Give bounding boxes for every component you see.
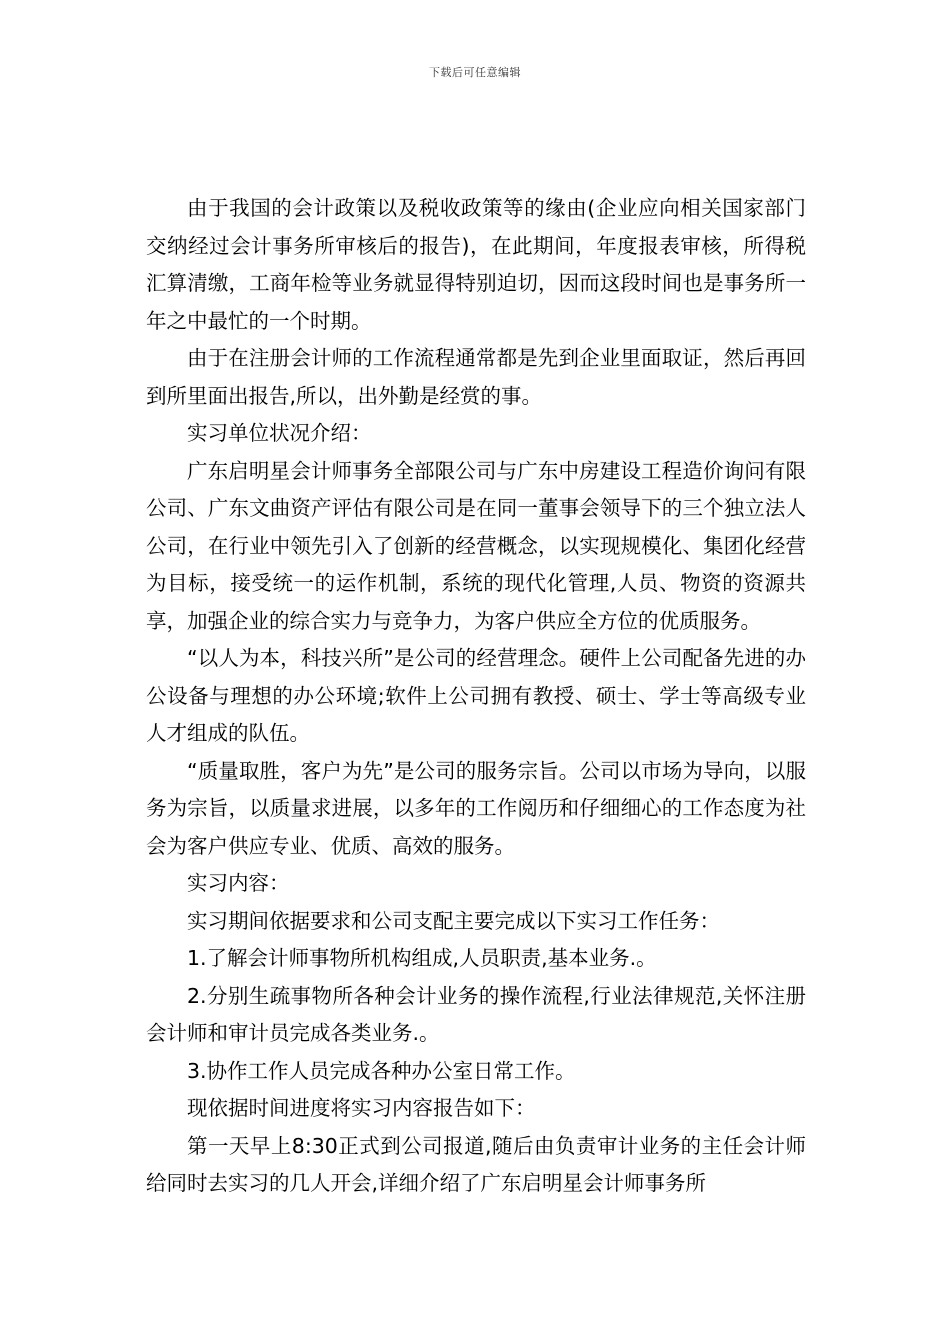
document-body [146,190,806,1203]
page-header: 下载后可任意编辑 [429,66,521,79]
task-item-1: 1.了解会计师事物所机构组成,人员职责,基本业务.。 [187,946,657,970]
paragraph-5: “质量取胜，客户为先”是公司的服务宗旨。公司以市场为导向，以服务为宗旨，以质量求进展，以多年的工作阅历和仔细细心的工作态度为社会为客户供应专业、优质、高效的服务。 [146,758,806,858]
paragraph-2: 由于在注册会计师的工作流程通常都是先到企业里面取证，然后再回到所里面出报告,所以，出外勤是经赏的事。 [146,346,806,408]
task-item-2: 2.分别生疏事物所各种会计业务的操作流程,行业法律规范,关怀注册会计师和审计员完成各类业务.。 [146,983,806,1045]
paragraph-6: 实习期间依据要求和公司支配主要完成以下实习工作任务： [187,908,720,933]
paragraph-3: 广东启明星会计师事务全部限公司与广东中房建设工程造价询问有限公司、广东文曲资产评估有限公司是在同一董事会领导下的三个独立法人公司，在行业中领先引入了创新的经营概念，以实现规模化、集团化经营为目标，接受统一的运作机制，系统的现代化管理,人员、物资的资源共享，加强企业的综合实力与竞争力，为客户供应全方位的优质服务。 [146,458,806,633]
paragraph-8: 第一天早上8:30正式到公司报道,随后由负责审计业务的主任会计师给同时去实习的几人开会,详细介绍了广东启明星会计师事务所 [146,1133,806,1195]
paragraph-1: 由于我国的会计政策以及税收政策等的缘由(企业应向相关国家部门交纳经过会计事务所审核后的报告)，在此期间，年度报表审核，所得税汇算清缴，工商年检等业务就显得特别迫切，因而这段时间也是事务所一年之中最忙的一个时期。 [146,196,806,333]
section-heading-content: 实习内容： [187,871,290,895]
section-heading-unit-intro: 实习单位状况介绍： [187,421,372,445]
paragraph-4: “以人为本，科技兴所”是公司的经营理念。硬件上公司配备先进的办公设备与理想的办公环境;软件上公司拥有教授、硕士、学士等高级专业人才组成的队伍。 [146,646,806,745]
task-item-3: 3.协作工作人员完成各种办公室日常工作。 [187,1058,576,1083]
paragraph-7: 现依据时间进度将实习内容报告如下： [187,1096,536,1120]
